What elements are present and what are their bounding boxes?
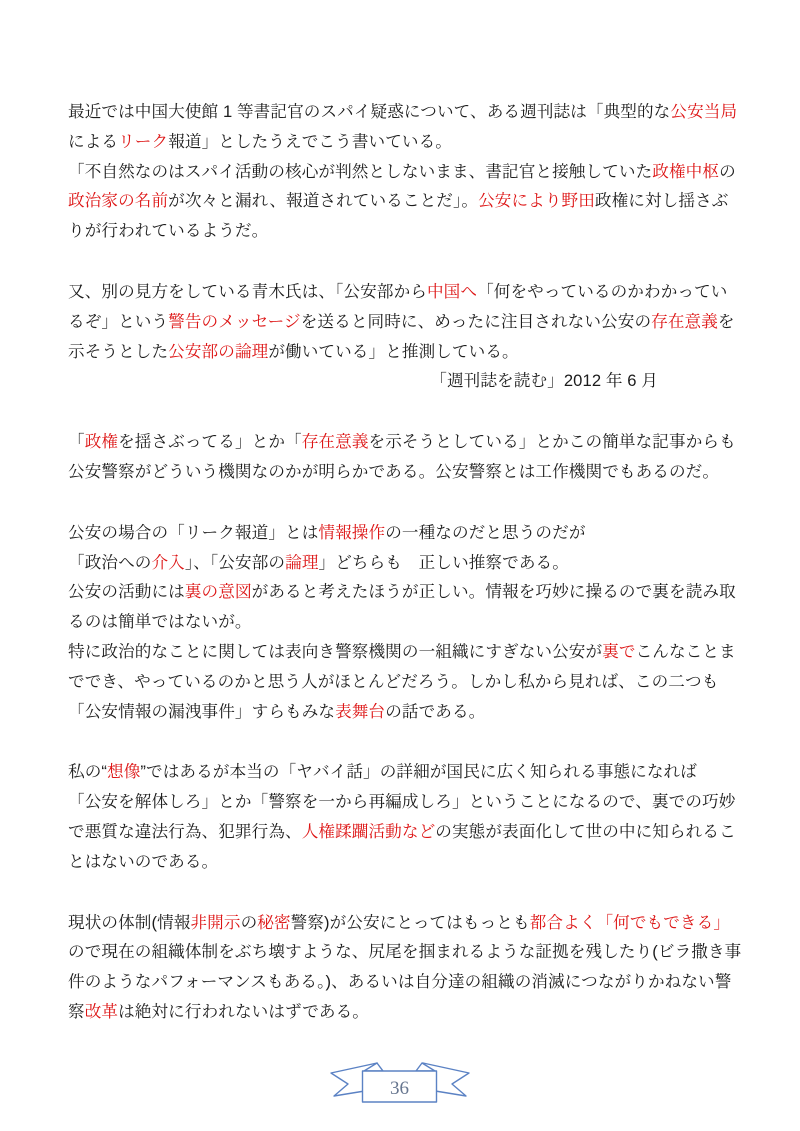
body-text: ”ではあるが本当の「ヤバイ話」の詳細が国民に広く知られる事態になれば <box>140 762 697 782</box>
body-text: の実態が表面化して世の中に知られるこ <box>435 821 736 841</box>
highlighted-text: 政権 <box>84 432 119 452</box>
highlighted-text: 裏で <box>602 641 636 661</box>
body-text: が次々と漏れ、報道されていることだ」。 <box>168 191 479 211</box>
body-text: 報道」としたうえでこう書いている。 <box>168 131 452 151</box>
highlighted-text: 改革 <box>84 1001 119 1021</box>
body-text: 「何をやっているのかわかってい <box>477 281 728 301</box>
highlighted-text: 公安により野田 <box>478 191 595 211</box>
highlighted-text: 都合よく「何でもできる」 <box>529 912 731 932</box>
highlighted-text: 論理 <box>285 552 319 572</box>
body-text: 最近では中国大使館 1 等書記官のスパイ疑惑について、ある週刊誌は「典型的な <box>68 102 671 121</box>
body-text: 特に政治的なことに関しては表向き警察機関の一組織にすぎない公安が <box>68 641 603 661</box>
highlighted-text: 存在意義 <box>651 311 718 331</box>
body-text: 公安の活動には <box>68 582 185 602</box>
paragraph-4 <box>68 518 738 727</box>
body-text: りが行われているようだ。 <box>68 221 269 241</box>
body-text: 「公安を解体しろ」とか「警察を一から再編成しろ」ということになるので、裏での巧妙 <box>68 792 736 812</box>
body-text: の <box>719 161 736 181</box>
body-text: で悪質な違法行為、犯罪行為、 <box>68 821 302 841</box>
body-text: 又、別の見方をしている青木氏は、「公安部から <box>68 281 427 301</box>
body-text: こんなことま <box>635 641 736 661</box>
body-text: 「不自然なのはスパイ活動の核心が判然としないまま、書記官と接触していた <box>68 161 653 181</box>
paragraph-2 <box>68 277 738 366</box>
highlighted-text: 表舞台 <box>335 701 386 721</box>
highlighted-text: 人権蹂躙活動など <box>301 821 436 841</box>
body-text: 公安の場合の「リーク報道」とは <box>68 522 319 542</box>
body-text: 」どちらも 正しい推察である。 <box>318 552 569 572</box>
highlighted-text: 公安部の論理 <box>168 341 269 361</box>
body-text: を <box>717 311 735 331</box>
body-text: るぞ」という <box>68 311 169 331</box>
paragraph-1 <box>68 97 738 246</box>
body-text: 」、「公安部の <box>184 552 286 572</box>
body-text: 警察)が公安にとってはもっとも <box>290 912 530 932</box>
body-text: 「公安情報の漏洩事件」すらもみな <box>68 701 336 721</box>
highlighted-text: 公安当局 <box>670 102 738 121</box>
highlighted-text: 秘密 <box>257 912 291 932</box>
body-text: とはないのである。 <box>68 851 219 871</box>
citation-line: 「週刊誌を読む」2012 年 6 月 <box>430 371 658 391</box>
highlighted-text: リーク <box>118 131 169 151</box>
paragraph-3 <box>68 427 738 487</box>
body-text: るのは簡単ではないが。 <box>68 612 252 632</box>
page-number: 36 <box>390 1078 409 1099</box>
body-text: は絶対に行われないはずである。 <box>118 1001 369 1021</box>
document-body <box>68 97 742 1058</box>
body-text: の一種なのだと思うのだが <box>385 522 586 542</box>
highlighted-text: 中国へ <box>426 281 478 301</box>
highlighted-text: 政治家の名前 <box>68 191 169 211</box>
body-text: 政権に対し揺さぶ <box>594 191 729 211</box>
body-text: の話である。 <box>385 701 486 721</box>
highlighted-text: 存在意義 <box>301 432 369 452</box>
body-text: があると考えたほうが正しい。情報を巧妙に操るので裏を読み取 <box>251 582 736 602</box>
body-text: 私の“ <box>68 762 108 782</box>
body-text: 「 <box>68 432 85 452</box>
body-text: 件のようなパフォーマンスもある。)、あるいは自分達の組織の消滅につながりかねない警 <box>68 972 732 992</box>
highlighted-text: 非開示 <box>190 912 241 932</box>
body-text: 「政治への <box>68 552 152 572</box>
paragraph-5 <box>68 757 738 876</box>
body-text: ので現在の組織体制をぶち壊すような、尻尾を掴まれるような証拠を残したり(ビラ撒き事 <box>68 942 742 962</box>
paragraph-6 <box>68 908 742 1027</box>
page-number-ribbon <box>325 1058 475 1118</box>
body-text: を示そうとしている」とかこの簡単な記事からも <box>368 432 736 452</box>
highlighted-text: 警告のメッセージ <box>168 311 301 331</box>
body-text: を揺さぶってる」とか「 <box>118 432 302 452</box>
highlighted-text: 情報操作 <box>318 522 386 542</box>
highlighted-text: 想像 <box>107 762 141 782</box>
body-text: 示そうとした <box>68 341 169 361</box>
body-text: の <box>240 912 258 932</box>
body-text: ででき、やっているのかと思う人がほとんどだろう。しかし私から見れば、この二つも <box>68 671 719 691</box>
body-text: 察 <box>68 1001 85 1021</box>
body-text: 公安警察がどういう機関なのかが明らかである。公安警察とは工作機関でもあるのだ。 <box>68 461 720 481</box>
body-text: 現状の体制(情報 <box>68 912 191 932</box>
highlighted-text: 政権中枢 <box>652 161 720 181</box>
highlighted-text: 裏の意図 <box>184 582 252 602</box>
body-text: による <box>68 131 119 151</box>
highlighted-text: 介入 <box>151 552 185 572</box>
body-text: が働いている」と推測している。 <box>268 341 519 361</box>
body-text: を送ると同時に、めったに注目されない公安の <box>300 311 652 331</box>
